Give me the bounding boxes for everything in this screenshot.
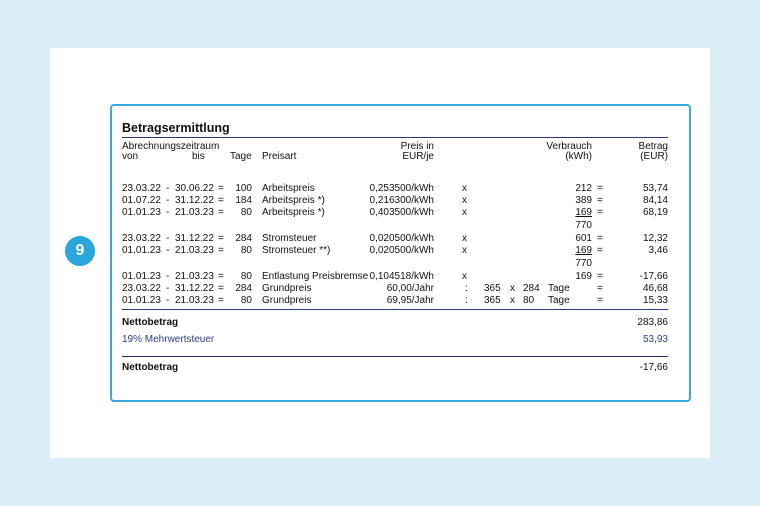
row-from: 01.01.23: [122, 207, 161, 218]
row-price-type: Stromsteuer: [262, 233, 317, 244]
row-billed-days: 80: [523, 295, 535, 306]
row-price: 60,00/Jahr: [386, 283, 434, 294]
row-price: 0,020500/kWh: [369, 233, 434, 244]
row-amount: 68,19: [642, 207, 668, 218]
row-price-type: Grundpreis: [262, 283, 312, 294]
row-year-days: 365: [484, 295, 501, 306]
row-equals-2: =: [597, 271, 603, 282]
net-amount-value: 283,86: [637, 317, 668, 328]
row-operator: x: [462, 233, 467, 244]
row-days: 284: [235, 233, 252, 244]
row-billed-days: 284: [523, 283, 540, 294]
row-equals: =: [218, 271, 224, 282]
row-equals-2: =: [597, 245, 603, 256]
row-equals: =: [218, 207, 224, 218]
row-consumption: 169: [575, 207, 592, 218]
header-amount-line2: (EUR): [640, 151, 668, 162]
row-price: 0,104518/kWh: [369, 271, 434, 282]
vat-value: 53,93: [642, 334, 668, 345]
row-consumption: 169: [575, 271, 592, 282]
row-from: 23.03.22: [122, 283, 161, 294]
row-from: 01.01.23: [122, 245, 161, 256]
row-from: 01.01.23: [122, 295, 161, 306]
row-amount: 53,74: [642, 183, 668, 194]
header-amount-line1: Betrag: [638, 141, 668, 152]
row-dash: -: [166, 233, 170, 244]
row-multiply: x: [510, 283, 515, 294]
row-to: 21.03.23: [175, 207, 214, 218]
row-price-type: Stromsteuer **): [262, 245, 331, 256]
row-to: 30.06.22: [175, 183, 214, 194]
row-price: 0,403500/kWh: [369, 207, 434, 218]
header-price-line2: EUR/je: [402, 151, 434, 162]
row-price-type: Arbeitspreis *): [262, 207, 325, 218]
row-days: 80: [240, 245, 252, 256]
row-equals: =: [218, 295, 224, 306]
row-consumption: 389: [575, 195, 592, 206]
row-year-days: 365: [484, 283, 501, 294]
consumption-subtotal: 770: [575, 258, 592, 269]
row-dash: -: [166, 245, 170, 256]
row-amount: 3,46: [648, 245, 668, 256]
row-to: 21.03.23: [175, 271, 214, 282]
row-operator: x: [462, 271, 467, 282]
header-price-type: Preisart: [262, 151, 297, 162]
row-price-type: Entlastung Preisbremse: [262, 271, 369, 282]
row-price: 0,216300/kWh: [369, 195, 434, 206]
row-from: 01.07.22: [122, 195, 161, 206]
row-operator: x: [462, 207, 467, 218]
consumption-subtotal: 770: [575, 220, 592, 231]
row-days: 184: [235, 195, 252, 206]
header-period: Abrechnungszeitraum: [122, 141, 220, 152]
row-equals: =: [218, 195, 224, 206]
row-dash: -: [166, 271, 170, 282]
row-amount: -17,66: [639, 271, 668, 282]
vat-label: 19% Mehrwertsteuer: [122, 334, 215, 345]
net-amount-2-label: Nettobetrag: [122, 362, 179, 373]
row-amount: 46,68: [642, 283, 668, 294]
row-from: 01.01.23: [122, 271, 161, 282]
row-equals-2: =: [597, 233, 603, 244]
row-operator: :: [465, 283, 468, 294]
row-equals-2: =: [597, 295, 603, 306]
row-equals-2: =: [597, 183, 603, 194]
header-to: bis: [192, 151, 205, 162]
section-title: Betragsermittlung: [122, 121, 230, 135]
row-operator: x: [462, 183, 467, 194]
final-rule: [122, 356, 668, 357]
row-amount: 84,14: [642, 195, 668, 206]
row-operator: :: [465, 295, 468, 306]
row-to: 31.12.22: [175, 283, 214, 294]
row-equals: =: [218, 283, 224, 294]
row-consumption: 212: [575, 183, 592, 194]
row-to: 31.12.22: [175, 195, 214, 206]
row-equals-2: =: [597, 283, 603, 294]
row-to: 21.03.23: [175, 245, 214, 256]
billing-calculation-panel: [110, 104, 691, 402]
row-dash: -: [166, 195, 170, 206]
header-days: Tage: [230, 151, 252, 162]
header-consumption-line1: Verbrauch: [546, 141, 592, 152]
row-price: 69,95/Jahr: [386, 295, 434, 306]
row-price-type: Arbeitspreis: [262, 183, 315, 194]
row-amount: 12,32: [642, 233, 668, 244]
net-amount-label: Nettobetrag: [122, 317, 179, 328]
row-price: 0,253500/kWh: [369, 183, 434, 194]
row-to: 21.03.23: [175, 295, 214, 306]
net-amount-2-value: -17,66: [639, 362, 668, 373]
row-price-type: Arbeitspreis *): [262, 195, 325, 206]
row-days: 80: [240, 271, 252, 282]
step-badge: 9: [65, 236, 95, 266]
row-dash: -: [166, 283, 170, 294]
row-days: 284: [235, 283, 252, 294]
row-to: 31.12.22: [175, 233, 214, 244]
row-unit: Tage: [548, 295, 570, 306]
header-from: von: [122, 151, 139, 162]
row-from: 23.03.22: [122, 233, 161, 244]
row-equals: =: [218, 183, 224, 194]
row-dash: -: [166, 183, 170, 194]
header-consumption-line2: (kWh): [565, 151, 592, 162]
row-days: 80: [240, 295, 252, 306]
row-consumption: 169: [575, 245, 592, 256]
row-unit: Tage: [548, 283, 570, 294]
row-price-type: Grundpreis: [262, 295, 312, 306]
row-days: 80: [240, 207, 252, 218]
row-equals-2: =: [597, 207, 603, 218]
row-dash: -: [166, 295, 170, 306]
row-days: 100: [235, 183, 252, 194]
row-from: 23.03.22: [122, 183, 161, 194]
row-amount: 15,33: [642, 295, 668, 306]
totals-rule: [122, 309, 668, 310]
header-price-line1: Preis in: [400, 141, 434, 152]
row-dash: -: [166, 207, 170, 218]
row-equals: =: [218, 245, 224, 256]
title-rule: [122, 137, 668, 138]
row-operator: x: [462, 195, 467, 206]
row-equals: =: [218, 233, 224, 244]
row-multiply: x: [510, 295, 515, 306]
row-price: 0,020500/kWh: [369, 245, 434, 256]
row-equals-2: =: [597, 195, 603, 206]
row-operator: x: [462, 245, 467, 256]
row-consumption: 601: [575, 233, 592, 244]
